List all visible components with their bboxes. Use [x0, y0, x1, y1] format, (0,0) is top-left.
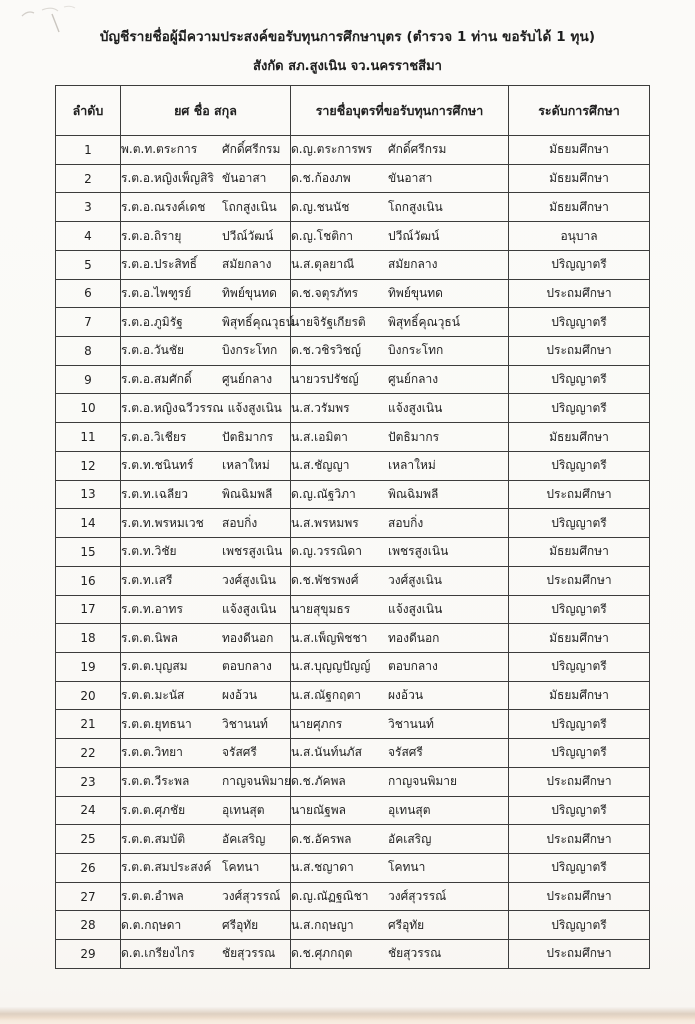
row-number-cell: 18	[56, 624, 121, 653]
officer-name-cell	[121, 652, 291, 681]
education-level-cell: ปริญญาตรี	[509, 595, 650, 624]
child-surname: พิสุทธิ์คุณวุธน์	[388, 314, 460, 329]
child-given-name: น.ส.ชญาดา	[291, 860, 354, 875]
table-row	[56, 337, 650, 366]
officer-name-cell	[121, 451, 291, 480]
table-row	[56, 882, 650, 911]
officer-rank-name: ร.ต.ท.เสรี	[121, 573, 173, 588]
officer-surname: ปัตธิมากร	[222, 429, 274, 444]
officer-surname: พิณฉิมพลี	[222, 486, 273, 501]
table-row	[56, 652, 650, 681]
child-given-name: น.ส.กฤษญา	[291, 917, 354, 932]
child-given-name: ด.ช.ภัคพล	[291, 774, 346, 789]
child-given-name: ด.ญ.ณัฏฐณิชา	[291, 889, 369, 904]
child-name-cell	[291, 279, 509, 308]
education-level-cell: ปริญญาตรี	[509, 394, 650, 423]
table-row	[56, 710, 650, 739]
officer-name-cell	[121, 136, 291, 165]
row-number-cell: 5	[56, 250, 121, 279]
officer-surname: พิสุทธิ์คุณวุธน์	[222, 314, 294, 329]
education-level-cell: ปริญญาตรี	[509, 365, 650, 394]
education-level-cell: ปริญญาตรี	[509, 710, 650, 739]
document-subtitle: สังกัด สภ.สูงเนิน จว.นครราชสีมา	[253, 59, 442, 74]
officer-rank-name: ร.ต.อ.ไพฑูรย์	[121, 285, 192, 300]
child-name-cell	[291, 308, 509, 337]
education-level-cell: ประถมศึกษา	[509, 279, 650, 308]
child-name-cell	[291, 365, 509, 394]
child-given-name: ด.ช.ก้องภพ	[291, 171, 351, 186]
row-number-cell: 27	[56, 882, 121, 911]
row-number-cell: 17	[56, 595, 121, 624]
row-number-cell: 20	[56, 681, 121, 710]
education-level-cell: ประถมศึกษา	[509, 767, 650, 796]
officer-rank-name: ร.ต.อ.ณรงค์เดช	[121, 199, 206, 214]
table-row	[56, 250, 650, 279]
officer-name-cell	[121, 193, 291, 222]
education-level-cell: ประถมศึกษา	[509, 337, 650, 366]
child-surname: วงศ์สุวรรณ์	[388, 889, 447, 904]
officer-rank-name: ร.ต.อ.วิเชียร	[121, 429, 187, 444]
officer-surname: ทองดีนอก	[222, 630, 274, 645]
officer-rank-name: ร.ต.ต.สมประสงค์	[121, 860, 212, 875]
officer-surname: วิชานนท์	[222, 716, 268, 731]
officer-surname: โคทนา	[222, 860, 260, 875]
officer-rank-name: ร.ต.ต.นิพล	[121, 630, 178, 645]
child-surname: ชัยสุวรรณ	[388, 946, 442, 961]
table-row	[56, 222, 650, 251]
officer-surname: ตอบกลาง	[222, 659, 272, 674]
officer-surname: โถกสูงเนิน	[222, 199, 277, 214]
child-surname: จรัสศรี	[388, 745, 423, 760]
education-level-cell: มัธยมศึกษา	[509, 423, 650, 452]
table-row	[56, 279, 650, 308]
row-number-cell: 16	[56, 566, 121, 595]
education-level-cell: มัธยมศึกษา	[509, 193, 650, 222]
row-number-cell: 22	[56, 739, 121, 768]
child-name-cell	[291, 164, 509, 193]
child-surname: พิณฉิมพลี	[388, 486, 439, 501]
table-row	[56, 940, 650, 969]
officer-rank-name: ร.ต.ต.สมบัติ	[121, 831, 186, 846]
child-surname: ปวีณ์วัฒน์	[388, 228, 440, 243]
officer-surname: แจ้งสูงเนิน	[222, 601, 277, 616]
table-row	[56, 825, 650, 854]
officer-surname: เพชรสูงเนิน	[222, 544, 283, 559]
table-row	[56, 480, 650, 509]
row-number-cell: 26	[56, 853, 121, 882]
table-row	[56, 739, 650, 768]
education-level-cell: ปริญญาตรี	[509, 853, 650, 882]
child-given-name: ด.ญ.ณัฐวิภา	[291, 486, 356, 501]
child-surname: กาญจนพิมาย	[388, 774, 458, 789]
officer-surname: ผงอ้วน	[222, 688, 258, 703]
row-number-cell: 15	[56, 538, 121, 567]
row-number-cell: 7	[56, 308, 121, 337]
officer-surname: เหลาใหม่	[222, 458, 270, 473]
officer-rank-name: ร.ต.อ.วันชัย	[121, 343, 185, 358]
officer-surname: สอบกิ่ง	[222, 515, 258, 530]
child-name-cell	[291, 451, 509, 480]
officer-name-cell	[121, 882, 291, 911]
officer-name-cell	[121, 940, 291, 969]
child-name-cell	[291, 509, 509, 538]
officer-rank-name: ด.ต.กฤษดา	[121, 917, 182, 932]
child-given-name: ด.ญ.ตระการพร	[291, 142, 373, 157]
child-surname: บิงกระโทก	[388, 343, 444, 358]
child-given-name: น.ส.ณัฐกฤตา	[291, 688, 361, 703]
officer-surname: จรัสศรี	[222, 745, 257, 760]
education-level-cell: ประถมศึกษา	[509, 566, 650, 595]
officer-name-cell	[121, 279, 291, 308]
child-name-cell	[291, 480, 509, 509]
child-given-name: น.ส.เอมิตา	[291, 429, 348, 444]
officer-name-cell	[121, 911, 291, 940]
officer-rank-name: ร.ต.ท.พรหมเวช	[121, 515, 204, 530]
officer-surname: กาญจนพิมาย	[222, 774, 292, 789]
child-surname: เหลาใหม่	[388, 458, 436, 473]
education-level-cell: ปริญญาตรี	[509, 308, 650, 337]
row-number-cell: 12	[56, 451, 121, 480]
officer-name-cell	[121, 222, 291, 251]
officer-name-cell	[121, 767, 291, 796]
row-number-cell: 21	[56, 710, 121, 739]
child-surname: ศรีอุทัย	[388, 917, 425, 932]
officer-name-cell	[121, 337, 291, 366]
education-level-cell: อนุบาล	[509, 222, 650, 251]
header-education-level: ระดับการศึกษา	[509, 86, 650, 136]
officer-name-cell	[121, 480, 291, 509]
officer-name-cell	[121, 595, 291, 624]
officer-surname: ศูนย์กลาง	[222, 372, 273, 387]
child-surname: สมัยกลาง	[388, 257, 438, 272]
officer-rank-name: ร.ต.ต.บุญสม	[121, 659, 188, 674]
officer-surname: วงศ์สูงเนิน	[222, 573, 276, 588]
officer-surname: ขันอาสา	[222, 171, 267, 186]
education-level-cell: มัธยมศึกษา	[509, 164, 650, 193]
child-surname: โคทนา	[388, 860, 426, 875]
child-name-cell	[291, 624, 509, 653]
officer-name-cell	[121, 509, 291, 538]
officer-surname: สมัยกลาง	[222, 257, 272, 272]
row-number-cell: 29	[56, 940, 121, 969]
row-number-cell: 19	[56, 652, 121, 681]
child-surname: แจ้งสูงเนิน	[388, 601, 443, 616]
education-level-cell: มัธยมศึกษา	[509, 538, 650, 567]
officer-rank-name: ร.ต.อ.หญิงฉวีวรรณ	[121, 400, 224, 415]
education-level-cell: ปริญญาตรี	[509, 652, 650, 681]
child-given-name: นายสุขุมธร	[291, 601, 351, 616]
row-number-cell: 3	[56, 193, 121, 222]
child-surname: ตอบกลาง	[388, 659, 438, 674]
table-row	[56, 308, 650, 337]
row-number-cell: 4	[56, 222, 121, 251]
table-row	[56, 796, 650, 825]
child-surname: ผงอ้วน	[388, 688, 424, 703]
officer-surname: ศักดิ์ศรีกรม	[222, 142, 281, 157]
officer-rank-name: ร.ต.อ.สมศักดิ์	[121, 372, 192, 387]
child-surname: อุเทนสุต	[388, 802, 431, 817]
child-given-name: ด.ช.อัครพล	[291, 831, 352, 846]
child-name-cell	[291, 882, 509, 911]
child-given-name: น.ส.เพ็ญพิชชา	[291, 630, 368, 645]
child-given-name: ด.ญ.ชนนัช	[291, 199, 350, 214]
child-name-cell	[291, 681, 509, 710]
document-title: บัญชีรายชื่อผู้มีความประสงค์ขอรับทุนการศึกษาบุตร (ตำรวจ 1 ท่าน ขอรับได้ 1 ทุน)	[99, 29, 596, 45]
education-level-cell: ปริญญาตรี	[509, 451, 650, 480]
child-surname: ปัตธิมากร	[388, 429, 440, 444]
table-row	[56, 595, 650, 624]
child-name-cell	[291, 940, 509, 969]
officer-surname: วงศ์สุวรรณ์	[222, 889, 281, 904]
child-surname: ทิพย์ขุนทด	[388, 285, 443, 300]
table-row	[56, 509, 650, 538]
header-child-name: รายชื่อบุตรที่ขอรับทุนการศึกษา	[291, 86, 509, 136]
table-row	[56, 423, 650, 452]
officer-surname: บิงกระโทก	[222, 343, 278, 358]
child-given-name: ด.ช.วชิรวิชญ์	[291, 343, 362, 358]
officer-name-cell	[121, 538, 291, 567]
child-given-name: น.ส.ชัญญา	[291, 458, 350, 473]
child-given-name: ด.ญ.โชติกา	[291, 228, 354, 243]
child-name-cell	[291, 825, 509, 854]
child-name-cell	[291, 652, 509, 681]
child-surname: วงศ์สูงเนิน	[388, 573, 442, 588]
child-surname: สอบกิ่ง	[388, 515, 424, 530]
child-name-cell	[291, 222, 509, 251]
officer-name-cell	[121, 853, 291, 882]
child-given-name: น.ส.บุญญปัญญ์	[291, 659, 371, 674]
officer-name-cell	[121, 624, 291, 653]
officer-rank-name: ร.ต.ท.วิชัย	[121, 544, 177, 559]
child-given-name: ด.ช.พัชรพงศ์	[291, 573, 359, 588]
child-given-name: นายวรปรัชญ์	[291, 372, 359, 387]
education-level-cell: ปริญญาตรี	[509, 509, 650, 538]
officer-rank-name: ร.ต.ท.ชนินทร์	[121, 458, 194, 473]
table-row	[56, 681, 650, 710]
child-given-name: นายณัฐพล	[291, 802, 346, 817]
child-name-cell	[291, 394, 509, 423]
row-number-cell: 2	[56, 164, 121, 193]
child-surname: เพชรสูงเนิน	[388, 544, 449, 559]
header-officer-name: ยศ ชื่อ สกุล	[121, 86, 291, 136]
child-name-cell	[291, 423, 509, 452]
officer-rank-name: ร.ต.ต.มะนัส	[121, 688, 185, 703]
officer-name-cell	[121, 250, 291, 279]
officer-rank-name: ร.ต.ท.อาทร	[121, 601, 183, 616]
child-given-name: ด.ญ.วรรณิดา	[291, 544, 362, 559]
child-name-cell	[291, 911, 509, 940]
child-name-cell	[291, 538, 509, 567]
table-row	[56, 853, 650, 882]
table-row	[56, 394, 650, 423]
officer-rank-name: ร.ต.ต.ศุภชัย	[121, 802, 186, 817]
row-number-cell: 10	[56, 394, 121, 423]
child-name-cell	[291, 853, 509, 882]
officer-surname: ทิพย์ขุนทด	[222, 285, 277, 300]
child-surname: ศักดิ์ศรีกรม	[388, 142, 447, 157]
officer-rank-name: ร.ต.ต.อำพล	[121, 889, 184, 904]
education-level-cell: ปริญญาตรี	[509, 796, 650, 825]
officer-name-cell	[121, 566, 291, 595]
officer-rank-name: ด.ต.เกรียงไกร	[121, 946, 195, 961]
scholarship-table	[55, 85, 650, 969]
education-level-cell: ปริญญาตรี	[509, 739, 650, 768]
child-surname: โถกสูงเนิน	[388, 199, 443, 214]
child-given-name: นายศุภกร	[291, 716, 343, 731]
scan-edge-strip	[0, 1007, 695, 1024]
child-surname: อัคเสริญ	[388, 831, 432, 846]
officer-surname: อุเทนสุต	[222, 802, 265, 817]
officer-surname: ศรีอุทัย	[222, 917, 259, 932]
row-number-cell: 9	[56, 365, 121, 394]
row-number-cell: 1	[56, 136, 121, 165]
row-number-cell: 11	[56, 423, 121, 452]
education-level-cell: ประถมศึกษา	[509, 882, 650, 911]
officer-surname: แจ้งสูงเนิน	[227, 400, 282, 415]
education-level-cell: ประถมศึกษา	[509, 825, 650, 854]
table-row	[56, 911, 650, 940]
child-name-cell	[291, 136, 509, 165]
table-row	[56, 451, 650, 480]
officer-surname: อัคเสริญ	[222, 831, 266, 846]
child-name-cell	[291, 193, 509, 222]
row-number-cell: 24	[56, 796, 121, 825]
officer-name-cell	[121, 796, 291, 825]
officer-name-cell	[121, 308, 294, 337]
child-name-cell	[291, 566, 509, 595]
officer-surname: ปวีณ์วัฒน์	[222, 228, 274, 243]
row-number-cell: 25	[56, 825, 121, 854]
education-level-cell: มัธยมศึกษา	[509, 624, 650, 653]
officer-name-cell	[121, 394, 291, 423]
officer-rank-name: ร.ต.ต.วิทยา	[121, 745, 183, 760]
education-level-cell: ปริญญาตรี	[509, 250, 650, 279]
education-level-cell: มัธยมศึกษา	[509, 136, 650, 165]
row-number-cell: 14	[56, 509, 121, 538]
table-row	[56, 538, 650, 567]
row-number-cell: 28	[56, 911, 121, 940]
child-name-cell	[291, 710, 509, 739]
child-surname: แจ้งสูงเนิน	[388, 400, 443, 415]
row-number-cell: 6	[56, 279, 121, 308]
row-number-cell: 13	[56, 480, 121, 509]
child-given-name: ด.ช.ศุภกฤต	[291, 946, 353, 961]
officer-rank-name: พ.ต.ท.ตระการ	[121, 142, 198, 157]
child-name-cell	[291, 250, 509, 279]
row-number-cell: 23	[56, 767, 121, 796]
child-given-name: น.ส.นันท์นภัส	[291, 745, 362, 760]
officer-name-cell	[121, 739, 291, 768]
table-row	[56, 136, 650, 165]
table-row	[56, 193, 650, 222]
header-order: ลำดับ	[56, 86, 121, 136]
officer-rank-name: ร.ต.ต.ยุทธนา	[121, 716, 192, 731]
officer-rank-name: ร.ต.ท.เฉลียว	[121, 486, 188, 501]
child-surname: ขันอาสา	[388, 171, 433, 186]
child-given-name: นายจิรัฐเกียรติ	[291, 314, 366, 329]
table-row	[56, 624, 650, 653]
officer-rank-name: ร.ต.อ.ถิรายุ	[121, 228, 182, 243]
child-given-name: น.ส.วรัมพร	[291, 400, 350, 415]
table-row	[56, 566, 650, 595]
officer-name-cell	[121, 423, 291, 452]
officer-name-cell	[121, 825, 291, 854]
table-row	[56, 164, 650, 193]
child-name-cell	[291, 337, 509, 366]
officer-rank-name: ร.ต.อ.ภูมิรัฐ	[121, 314, 183, 329]
child-name-cell	[291, 739, 509, 768]
row-number-cell: 8	[56, 337, 121, 366]
table-body	[56, 136, 650, 969]
officer-rank-name: ร.ต.อ.ประสิทธิ์	[121, 257, 197, 272]
child-given-name: น.ส.พรหมพร	[291, 515, 359, 530]
table-row	[56, 365, 650, 394]
officer-rank-name: ร.ต.ต.วีระพล	[121, 774, 190, 789]
table-header-row	[56, 86, 650, 136]
education-level-cell: มัธยมศึกษา	[509, 681, 650, 710]
child-given-name: ด.ช.จตุรภัทร	[291, 285, 359, 300]
table-row	[56, 767, 650, 796]
education-level-cell: ประถมศึกษา	[509, 480, 650, 509]
child-name-cell	[291, 796, 509, 825]
officer-name-cell	[121, 365, 291, 394]
child-surname: ทองดีนอก	[388, 630, 440, 645]
officer-name-cell	[121, 164, 291, 193]
officer-name-cell	[121, 681, 291, 710]
child-name-cell	[291, 767, 509, 796]
child-name-cell	[291, 595, 509, 624]
child-surname: ศูนย์กลาง	[388, 372, 439, 387]
child-surname: วิชานนท์	[388, 716, 434, 731]
education-level-cell: ปริญญาตรี	[509, 911, 650, 940]
officer-rank-name: ร.ต.อ.หญิงเพ็ญสิริ	[121, 171, 214, 186]
officer-name-cell	[121, 710, 291, 739]
child-given-name: น.ส.ตุลยาณี	[291, 257, 355, 272]
officer-surname: ชัยสุวรรณ	[222, 946, 276, 961]
education-level-cell: ประถมศึกษา	[509, 940, 650, 969]
